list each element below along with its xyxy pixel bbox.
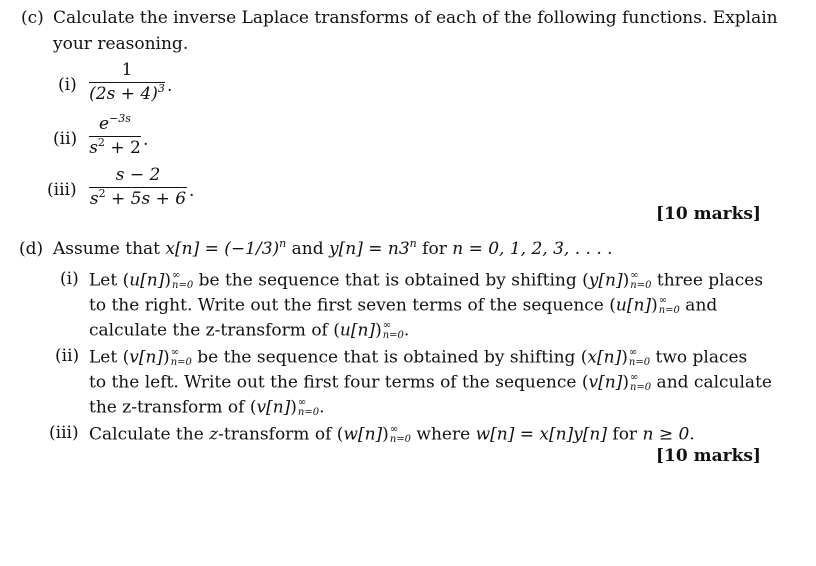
- part-c-label: (c): [21, 8, 44, 28]
- fraction-bar: [89, 136, 141, 137]
- item-d-ii-line-2: to the left. Write out the first four terms of the sequence (v[n]) ∞ n=0 and calculate: [89, 372, 772, 393]
- fraction-c-ii: [89, 112, 141, 158]
- period: .: [189, 181, 195, 201]
- fraction-c-i-numerator: 1: [121, 60, 133, 80]
- part-c-question-line-1: Calculate the inverse Laplace transforms of each of the following functions. Explain: [53, 8, 778, 28]
- part-d-marks: [10 marks]: [656, 446, 761, 466]
- fraction-c-ii-numerator: $e^{-3s}$: [99, 112, 131, 134]
- item-c-ii-label: (ii): [53, 129, 78, 149]
- item-d-i-line-3: calculate the z-transform of (u[n]) ∞ n=0 .: [89, 320, 410, 341]
- fraction-c-i: [89, 62, 165, 103]
- item-d-i-line-2: to the right. Write out the first seven terms of the sequence (u[n]) ∞ n=0 and: [89, 295, 718, 316]
- part-d-intro: Assume that $x[n] = (-1/3)^n$ and $y[n] = n3^n$ for n = 0, 1, 2, 3, . . . .: [53, 237, 613, 259]
- fraction-c-iii: [89, 167, 187, 208]
- item-d-ii-line-3: the z-transform of (v[n]) ∞ n=0 .: [89, 397, 325, 418]
- item-c-iii-label: (iii): [47, 180, 77, 200]
- item-d-i-label: (i): [60, 269, 79, 289]
- fraction-c-iii-numerator: s − 2: [115, 165, 161, 185]
- item-d-iii-line: Calculate the z-transform of (w[n]) ∞ n=0 where w[n] = x[n]y[n] for n ≥ 0.: [89, 424, 695, 445]
- item-d-ii-line-1: Let (v[n]) ∞ n=0 be the sequence that is obtained by shifting (x[n]) ∞ n=0 two places: [89, 347, 748, 368]
- fraction-c-ii-denominator: $s^2 + 2$: [89, 136, 141, 158]
- fraction-c-iii-denominator: $s^2 + 5s + 6$: [89, 187, 187, 209]
- fraction-bar: [89, 82, 165, 83]
- period: .: [143, 130, 149, 150]
- item-c-i-label: (i): [58, 75, 77, 95]
- period: .: [167, 76, 173, 96]
- part-c-marks: [10 marks]: [656, 204, 761, 224]
- item-d-i-line-1: Let (u[n]) ∞ n=0 be the sequence that is obtained by shifting (y[n]) ∞ n=0 three places: [89, 270, 764, 291]
- item-d-iii-label: (iii): [49, 423, 79, 443]
- fraction-c-i-denominator: $(2s + 4)^3$: [89, 82, 165, 104]
- part-c-question-line-2: your reasoning.: [53, 34, 189, 54]
- item-d-ii-label: (ii): [55, 346, 80, 366]
- part-d-label: (d): [19, 239, 44, 259]
